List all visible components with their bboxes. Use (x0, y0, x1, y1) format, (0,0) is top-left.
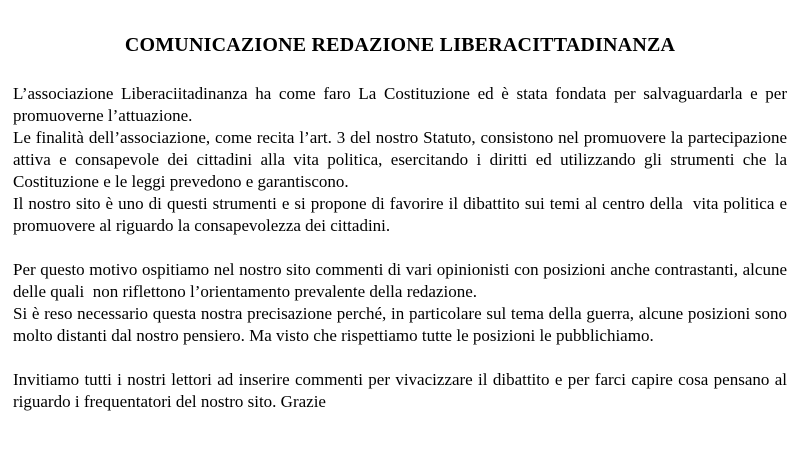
paragraph-block-editorial-position (13, 259, 796, 347)
document-title: COMUNICAZIONE REDAZIONE LIBERACITTADINANZA (124, 34, 676, 56)
paragraph-opinionists: Per questo motivo ospitiamo nel nostro sito commenti di vari opinionisti con posizioni anche contrastanti, alcune delle quali non riflettono l’orientamento prevalente della redazione. (13, 260, 792, 301)
paragraph-clarification: Si è reso necessario questa nostra precisazione perché, in particolare sul tema della guerra, alcune posizioni sono molto distanti dal nostro pensiero. Ma visto che rispettiamo tutte le posizioni le pubblichiamo. (13, 304, 796, 345)
paragraph-invitation: Invitiamo tutti i nostri lettori ad inserire commenti per vivacizzare il dibattito e per farci capire cosa pensano al riguardo i frequentatori del nostro sito. Grazie (13, 370, 792, 411)
paragraph-block-intro (13, 83, 792, 237)
paragraph-block-invitation (13, 369, 792, 413)
paragraph-site-purpose: Il nostro sito è uno di questi strumenti e si propone di favorire il dibattito sui temi al centro della vita politica e promuovere al riguardo la consapevolezza dei cittadini. (13, 194, 792, 235)
paragraph-statute-purpose: Le finalità dell’associazione, come recita l’art. 3 del nostro Statuto, consistono nel promuovere la partecipazione attiva e consapevole dei cittadini alla vita politica, esercitando i diritti ed utilizzando gli strumenti che la Costituzione e le leggi prevedono e garantiscono. (13, 128, 792, 191)
paragraph-association-foundation: L’associazione Liberaciitadinanza ha come faro La Costituzione ed è stata fondata per salvaguardarla e per promuoverne l’attuazione. (13, 84, 792, 125)
